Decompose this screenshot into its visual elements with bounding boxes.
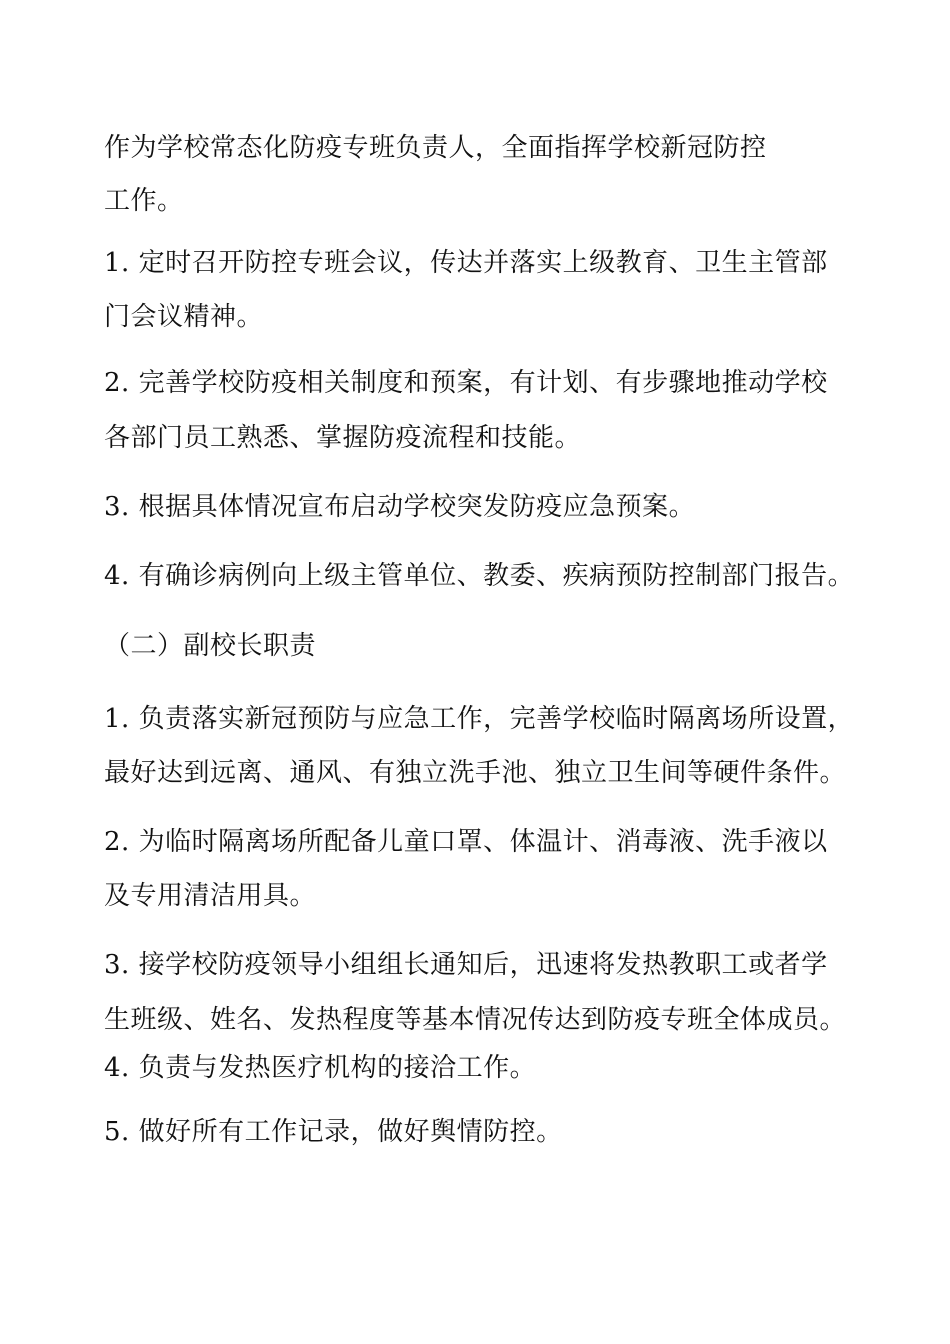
paragraph-line: 工作。 — [104, 186, 184, 216]
list-item-line: 及专用清洁用具。 — [104, 881, 317, 911]
list-item-line: 生班级、姓名、发热程度等基本情况传达到防疫专班全体成员。 — [104, 1005, 847, 1035]
list-item-line: 3. 根据具体情况宣布启动学校突发防疫应急预案。 — [104, 492, 696, 522]
list-item-line: 3. 接学校防疫领导小组组长通知后，迅速将发热教职工或者学 — [104, 950, 828, 980]
list-item-line: 各部门员工熟悉、掌握防疫流程和技能。 — [104, 423, 582, 453]
list-item-line: 最好达到远离、通风、有独立洗手池、独立卫生间等硬件条件。 — [104, 758, 847, 788]
list-item-line: 4. 负责与发热医疗机构的接洽工作。 — [104, 1053, 537, 1083]
list-item-line: 5. 做好所有工作记录，做好舆情防控。 — [104, 1117, 563, 1147]
list-item-line: 2. 完善学校防疫相关制度和预案，有计划、有步骤地推动学校 — [104, 368, 828, 398]
section-heading: （二）副校长职责 — [104, 631, 317, 661]
list-item-line: 2. 为临时隔离场所配备儿童口罩、体温计、消毒液、洗手液以 — [104, 827, 828, 857]
list-item-line: 4. 有确诊病例向上级主管单位、教委、疾病预防控制部门报告。 — [104, 561, 855, 591]
paragraph-line: 作为学校常态化防疫专班负责人，全面指挥学校新冠防控 — [104, 133, 767, 163]
list-item-line: 1. 负责落实新冠预防与应急工作，完善学校临时隔离场所设置， — [104, 704, 855, 734]
list-item-line: 1. 定时召开防控专班会议，传达并落实上级教育、卫生主管部 — [104, 248, 828, 278]
list-item-line: 门会议精神。 — [104, 302, 264, 332]
